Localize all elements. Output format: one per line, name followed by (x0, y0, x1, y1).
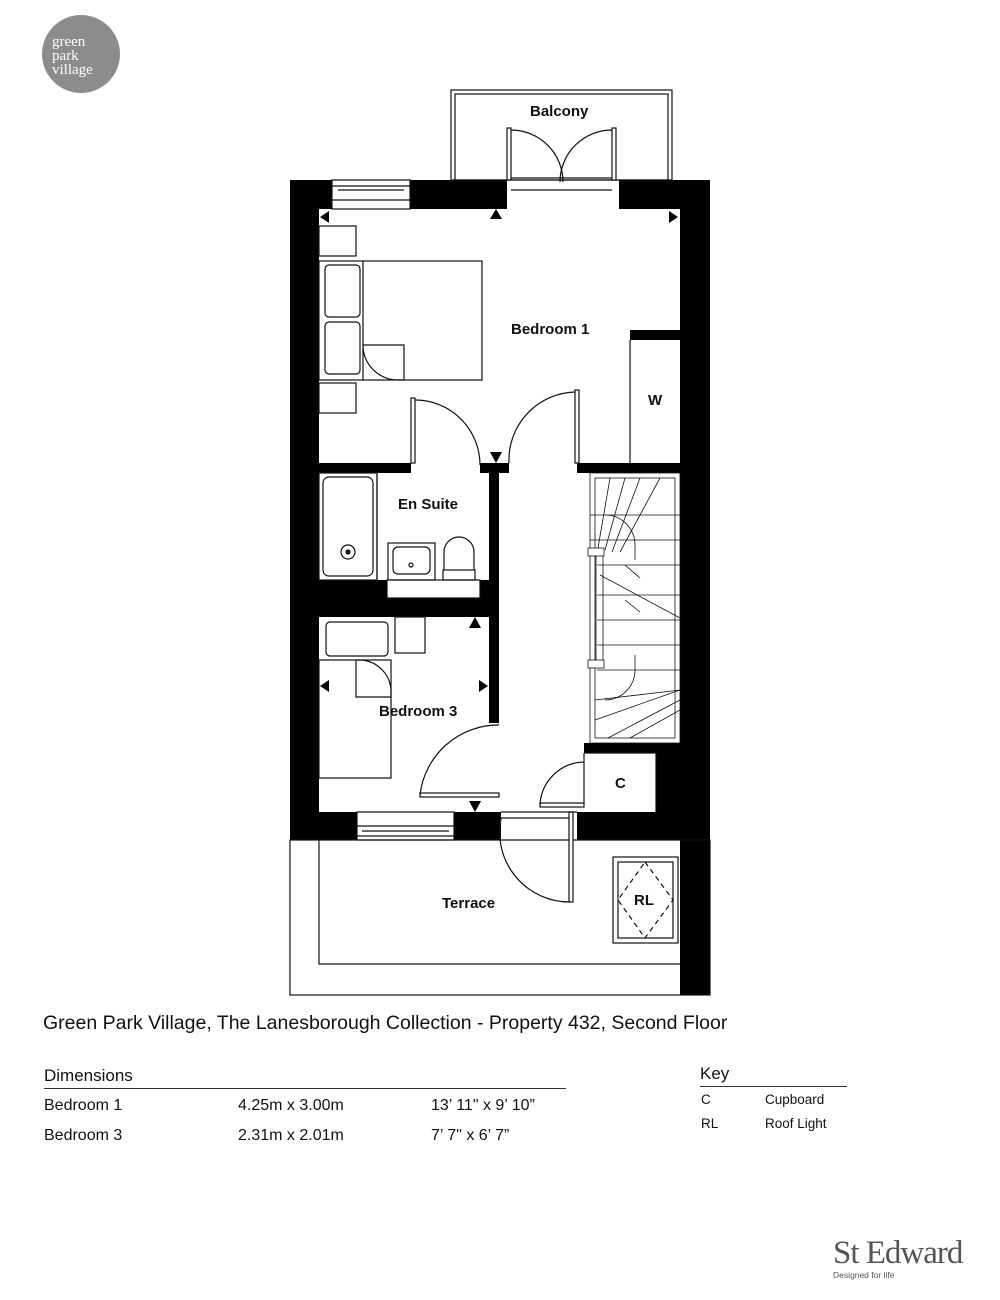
key-code: RL (701, 1116, 719, 1131)
en-suite-partition (377, 473, 480, 598)
room-label-bedroom1: Bedroom 1 (511, 321, 590, 338)
double-bed (319, 226, 482, 413)
window-bedroom1 (332, 180, 410, 209)
balcony-french-doors (507, 128, 616, 190)
staircase (588, 473, 680, 743)
key-code: C (701, 1092, 711, 1107)
brand-tagline: Designed for life (833, 1270, 895, 1280)
dimensions-row (44, 1119, 566, 1149)
cupboard (540, 753, 656, 812)
terrace-door (500, 812, 577, 902)
room-label-bedroom3: Bedroom 3 (379, 703, 458, 720)
room-label-terrace: Terrace (442, 895, 496, 912)
room-label-roof-light: RL (634, 892, 654, 909)
room-label-en-suite: En Suite (398, 496, 459, 513)
brand-name: St Edward (833, 1235, 963, 1271)
key-heading: Key (700, 1064, 847, 1087)
logo-line-2: park (52, 48, 79, 64)
key-row (700, 1111, 847, 1135)
dimensions-heading: Dimensions (44, 1066, 566, 1089)
dimension-metric: 2.31m x 2.01m (238, 1127, 344, 1144)
room-label-wardrobe: W (648, 392, 663, 409)
dimensions-row (44, 1089, 566, 1119)
key-meaning: Roof Light (765, 1116, 827, 1131)
bedroom3-door (420, 725, 499, 797)
terrace-outline (290, 840, 710, 995)
logo-line-1: green (52, 34, 86, 50)
basin (388, 543, 435, 580)
dimension-imperial: 13’ 11" x 9’ 10” (431, 1097, 535, 1114)
st-edward-logo (833, 1236, 962, 1280)
room-label-balcony: Balcony (530, 103, 589, 120)
room-label-cupboard: C (615, 775, 626, 792)
key-meaning: Cupboard (765, 1092, 825, 1107)
logo-line-3: village (52, 62, 93, 78)
single-bed (319, 617, 425, 778)
plan-caption: Green Park Village, The Lanesborough Collection - Property 432, Second Floor (43, 1012, 728, 1034)
window-bedroom3 (357, 812, 454, 840)
dimension-room: Bedroom 1 (44, 1097, 123, 1114)
bath (319, 473, 377, 580)
dimensions-table (44, 1066, 566, 1149)
key-row (700, 1087, 847, 1111)
dimension-metric: 4.25m x 3.00m (238, 1097, 344, 1114)
dimension-imperial: 7’ 7" x 6’ 7” (431, 1127, 510, 1144)
key-legend (700, 1064, 847, 1135)
dimension-room: Bedroom 3 (44, 1127, 123, 1144)
wc (443, 537, 475, 580)
